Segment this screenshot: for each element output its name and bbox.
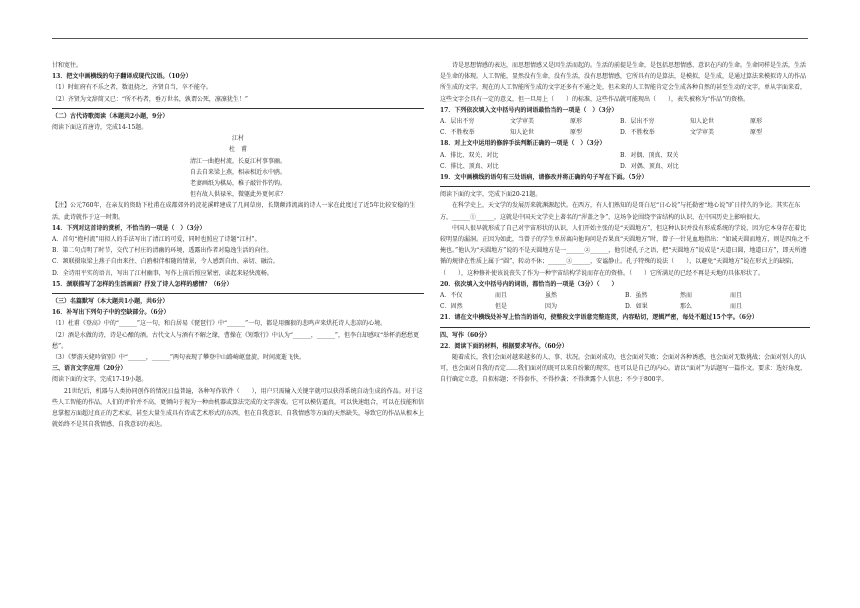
poem-line: 清江一曲抱村流，长夏江村事事幽。 (189, 157, 286, 165)
option-a: A．层出不穷 (440, 118, 475, 126)
option-text: 虽然 (545, 292, 558, 300)
option-text: 因为 (545, 303, 558, 311)
option-d: D．不胜枚举 (620, 129, 655, 137)
q20-options-row (440, 301, 810, 312)
reading-passage: 诗是思想情感的表达，而思想情感又是因生活而起的。生活的前提是生命，是包括思想情感、意识在内的生命。生命同样是生活，生活是生命的体现。人工智能，显然没有生命，没有生活，没有思想情感，它所具有的是算法，是模拟，是生成，是通过算法来模拟诗人的作品所生成的文字。现在的人工智能所生成的文字还多有不通之处，但未来的人工智能肯定会生成各种自然的甚至生动的文字，单从字面来看，这些文字会具有一定的意义，但一旦用上（ ）的标准，这些作品就可能现出（ ），表失被称为“作品”的资格。 (440, 62, 807, 103)
question-22: 22．阅读下面的材料，根据要求写作。（60分） (440, 342, 568, 350)
poem-line: 老妻画纸为棋局，稚子敲针作钓钩。 (189, 180, 286, 188)
question-21: 21．请在文中横线处补写上恰当的语句，使整段文字语意完整连贯，内容贴切，逻辑严密，每处不超过15个字。（6分） (440, 314, 758, 322)
section-poetry-heading: （二）古代诗歌阅读（本题共2小题，9分） (52, 112, 169, 120)
question-16: 16．补写出下列句子中的空缺部分。（6分） (52, 309, 170, 317)
instruction: 阅读下面的文字，完成下面20-21题。 (440, 191, 542, 199)
answer-rule (440, 327, 810, 328)
question-13: 13．把文中画横线的句子翻译成现代汉语。（10分） (52, 73, 192, 81)
writing-prompt: 随着成长，我们会面对越来越多的人、事、状况。会面对成功，也会面对失败；会面对各种诱惑，也会面对无数挑战；会面对别人的认可，也会面对自我的否定……我们面对的既可以来自纷繁的现实，也可以是自己的内心。请以“面对”为话题写一篇作文。要求：选好角度，自行确定立意，自拟标题；不得套作，不得抄袭；不得泄露个人信息；不少于800字。 (440, 354, 807, 384)
option-text: 而且 (730, 303, 743, 311)
option-b: B．虽然 (625, 292, 648, 300)
answer-rule (52, 293, 424, 294)
option-text: 原形 (570, 118, 583, 126)
q17-options-row (440, 116, 810, 127)
question-13-1: （1）时虹府有不乐之者，数诅挠之，齐贤自当，卒不能夺。 (52, 84, 212, 92)
poem-line: 但有故人供禄米，微躯此外更何求？ (189, 191, 286, 199)
poem-line: 自去自来梁上燕，相亲相近水中鸥。 (189, 168, 286, 176)
question-13-2: （2）齐贤为文辞简又已：“所不朽者，垂万世名，孰谓公死，凛凛犹生！” (52, 95, 248, 103)
question-14: 14．下列对这首诗的赏析，不恰当的一项是（ ）（3分） (52, 224, 206, 232)
option-a: A．排比、双关、对比 (440, 151, 499, 159)
q20-options-row (440, 290, 810, 301)
poem-note: 【注】公元760年，在亲友的资助下杜甫在成都郊外的浣花溪畔建成了几间草房，长期颠沛流离的诗人一家在此度过了近5年比较安稳的生活，此诗就作于这一时期。 (52, 202, 416, 221)
reading-passage: 中国人很早就形成了自己对宇宙形状的认识，人们开始主张的是“天圆地方”，但这种认识并没有形成系统的学说，因为它本身存在着比较明显的漏洞。正因为如此，当曾子的学生单居离向他询问是否果真“天圆地方”时，曾子一针见血地指出：“如诚天圆而地方，则是四角之不掩也。”他认为“天圆地方”说的不是天圆地方是一______②______，他引述孔子之语，把“天圆地方”说成是“天道曰圆，地道曰方”，即天所遵循的规律在性质上属于“圆”，转动不休；______③______，安谧静止。孔子特殊的说法（ ），以避免“天圆地方”说在形式上的缺陷，（ ），这种修补使该说丧失了作为一种宇宙结构学说而存在的资格。（ ）它所满足的已经不再是天地的具体形状了。 (440, 224, 810, 277)
option-b: B．第二句点明了时节，交代了村庄的清幽的环境，透露出作者对隐逸生活的向往。 (52, 247, 273, 255)
q18-options-row (440, 161, 810, 172)
poem-author: 杜 甫 (228, 146, 247, 154)
option-b: B．对偶、顶真、双关 (620, 151, 679, 159)
section-recitation-heading: （三）名篇默写（本大题共1小题，共6分） (52, 298, 169, 306)
option-text: 知人论世 (690, 118, 715, 126)
option-text: 但是 (495, 303, 508, 311)
option-text: 那么 (680, 303, 693, 311)
question-16-2: （2）酒是水做的诗，诗是心酿的酒。古代文人与酒有不解之缘，曹操在《短歌行》中认为“______，______”，但李白却感叹“举杯消愁愁更愁”。 (52, 331, 420, 350)
option-d: D．全诗用平实的语言，写出了江村幽事，写作上前后照应紧密，读起来轻快流畅。 (52, 269, 273, 277)
question-19: 19．文中画横线的语句有三处语病，请修改并将正确的句子写在下面。（5分） (440, 174, 648, 182)
answer-rule (52, 108, 424, 109)
option-text: 而且 (730, 292, 743, 300)
option-c: C．固然 (440, 303, 463, 311)
q17-options-row (440, 127, 810, 138)
option-c: C．不胜枚举 (440, 129, 475, 137)
instruction: 阅读下面的文字，完成17-19小题。 (52, 376, 148, 384)
option-text: 文学审美 (690, 129, 715, 137)
option-a: A．首句“抱村流”用拟人的手法写出了清江的可爱，同时也照应了诗题“江村”。 (52, 236, 261, 244)
option-text: 原形 (750, 118, 763, 126)
instruction: 阅读下面这首唐诗，完成14-15题。 (52, 124, 148, 132)
right-column (440, 60, 810, 386)
reading-passage: 在科学史上，天文学的发展历来就渊源起伏。在西方，有人们熟知的是哥白尼“日心说”与托勒密“地心说”旷日持久的争论。其实在东方，______①______，这就是中国天文学史上著名的“浑盖之争”，这场争论围绕宇宙结构的认识，在中国历史上影响很大。 (440, 202, 801, 221)
option-c: C．排比、顶真、对比 (440, 162, 499, 170)
question-20: 20．依次填入文中括号内的词语，都恰当的一项是（3分）（ ） (440, 280, 618, 288)
option-c: C．颔联摄取梁上燕子自由来往、白鸥相伴相随的情景，令人感到自由、亲切、融洽。 (52, 258, 279, 266)
q18-options-row (440, 150, 810, 161)
question-16-3: （3）《梦游天姥吟留别》中“______，______”两句表现了攀登中山路崎岖盘旋，时间流逝飞快。 (52, 354, 305, 362)
answer-rule (440, 186, 810, 187)
option-text: 文学审美 (510, 118, 535, 126)
option-d: D．如果 (625, 303, 648, 311)
text-line: 甘和宽往。 (52, 62, 83, 69)
option-b: B．层出不穷 (620, 118, 655, 126)
question-15: 15．颈联描写了怎样的生活画面？抒发了诗人怎样的感情？（6分） (52, 280, 233, 288)
section-language-heading: 三、语言文字应用（20分） (52, 365, 127, 373)
poem-title: 江村 (231, 135, 244, 143)
header-rule (52, 38, 808, 39)
option-text: 原型 (750, 129, 763, 137)
reading-passage: 21世纪后，机器与人类协同创作的情况日益普遍，各种写作软件（ ），用户只需输入关键字就可以获得系统自动生成的作品。对于这些人工智能的作品，人们的评价并不高，更倾向于视为一种由机器或算法完成的文字游戏。它可以模仿逼真，可以快速组合，可以在技能和信息掌握方面超过真正的艺术家，甚至大量生成具有诗或艺术形式的东西，但在自我意识、自我情感等方面的天然缺失，导致它的作品从根本上就始终不是其自我情感、自我意识的表达。 (52, 387, 425, 429)
option-text: 原型 (570, 129, 583, 137)
option-d: D．对偶、顶真、对比 (620, 162, 679, 170)
question-18: 18．对上文中运用的修辞手法判断正确的一项是（ ）（3分） (440, 140, 606, 148)
option-text: 而且 (495, 292, 508, 300)
option-text: 然而 (680, 292, 693, 300)
question-16-1: （1）杜甫《登高》中的“______”这一句，和白居易《琵琶行》中“______”一句，都是用骤狠的悲鸣声来烘托诗人悲凉的心境。 (52, 320, 387, 328)
question-17: 17．下列依次填入文中括号内的词语最恰当的一项是（ ）（3分） (440, 106, 618, 114)
option-text: 知人论世 (510, 129, 535, 137)
left-column (52, 60, 424, 431)
option-a: A．不仅 (440, 292, 463, 300)
section-writing-heading: 四、写作（60分） (440, 331, 491, 339)
